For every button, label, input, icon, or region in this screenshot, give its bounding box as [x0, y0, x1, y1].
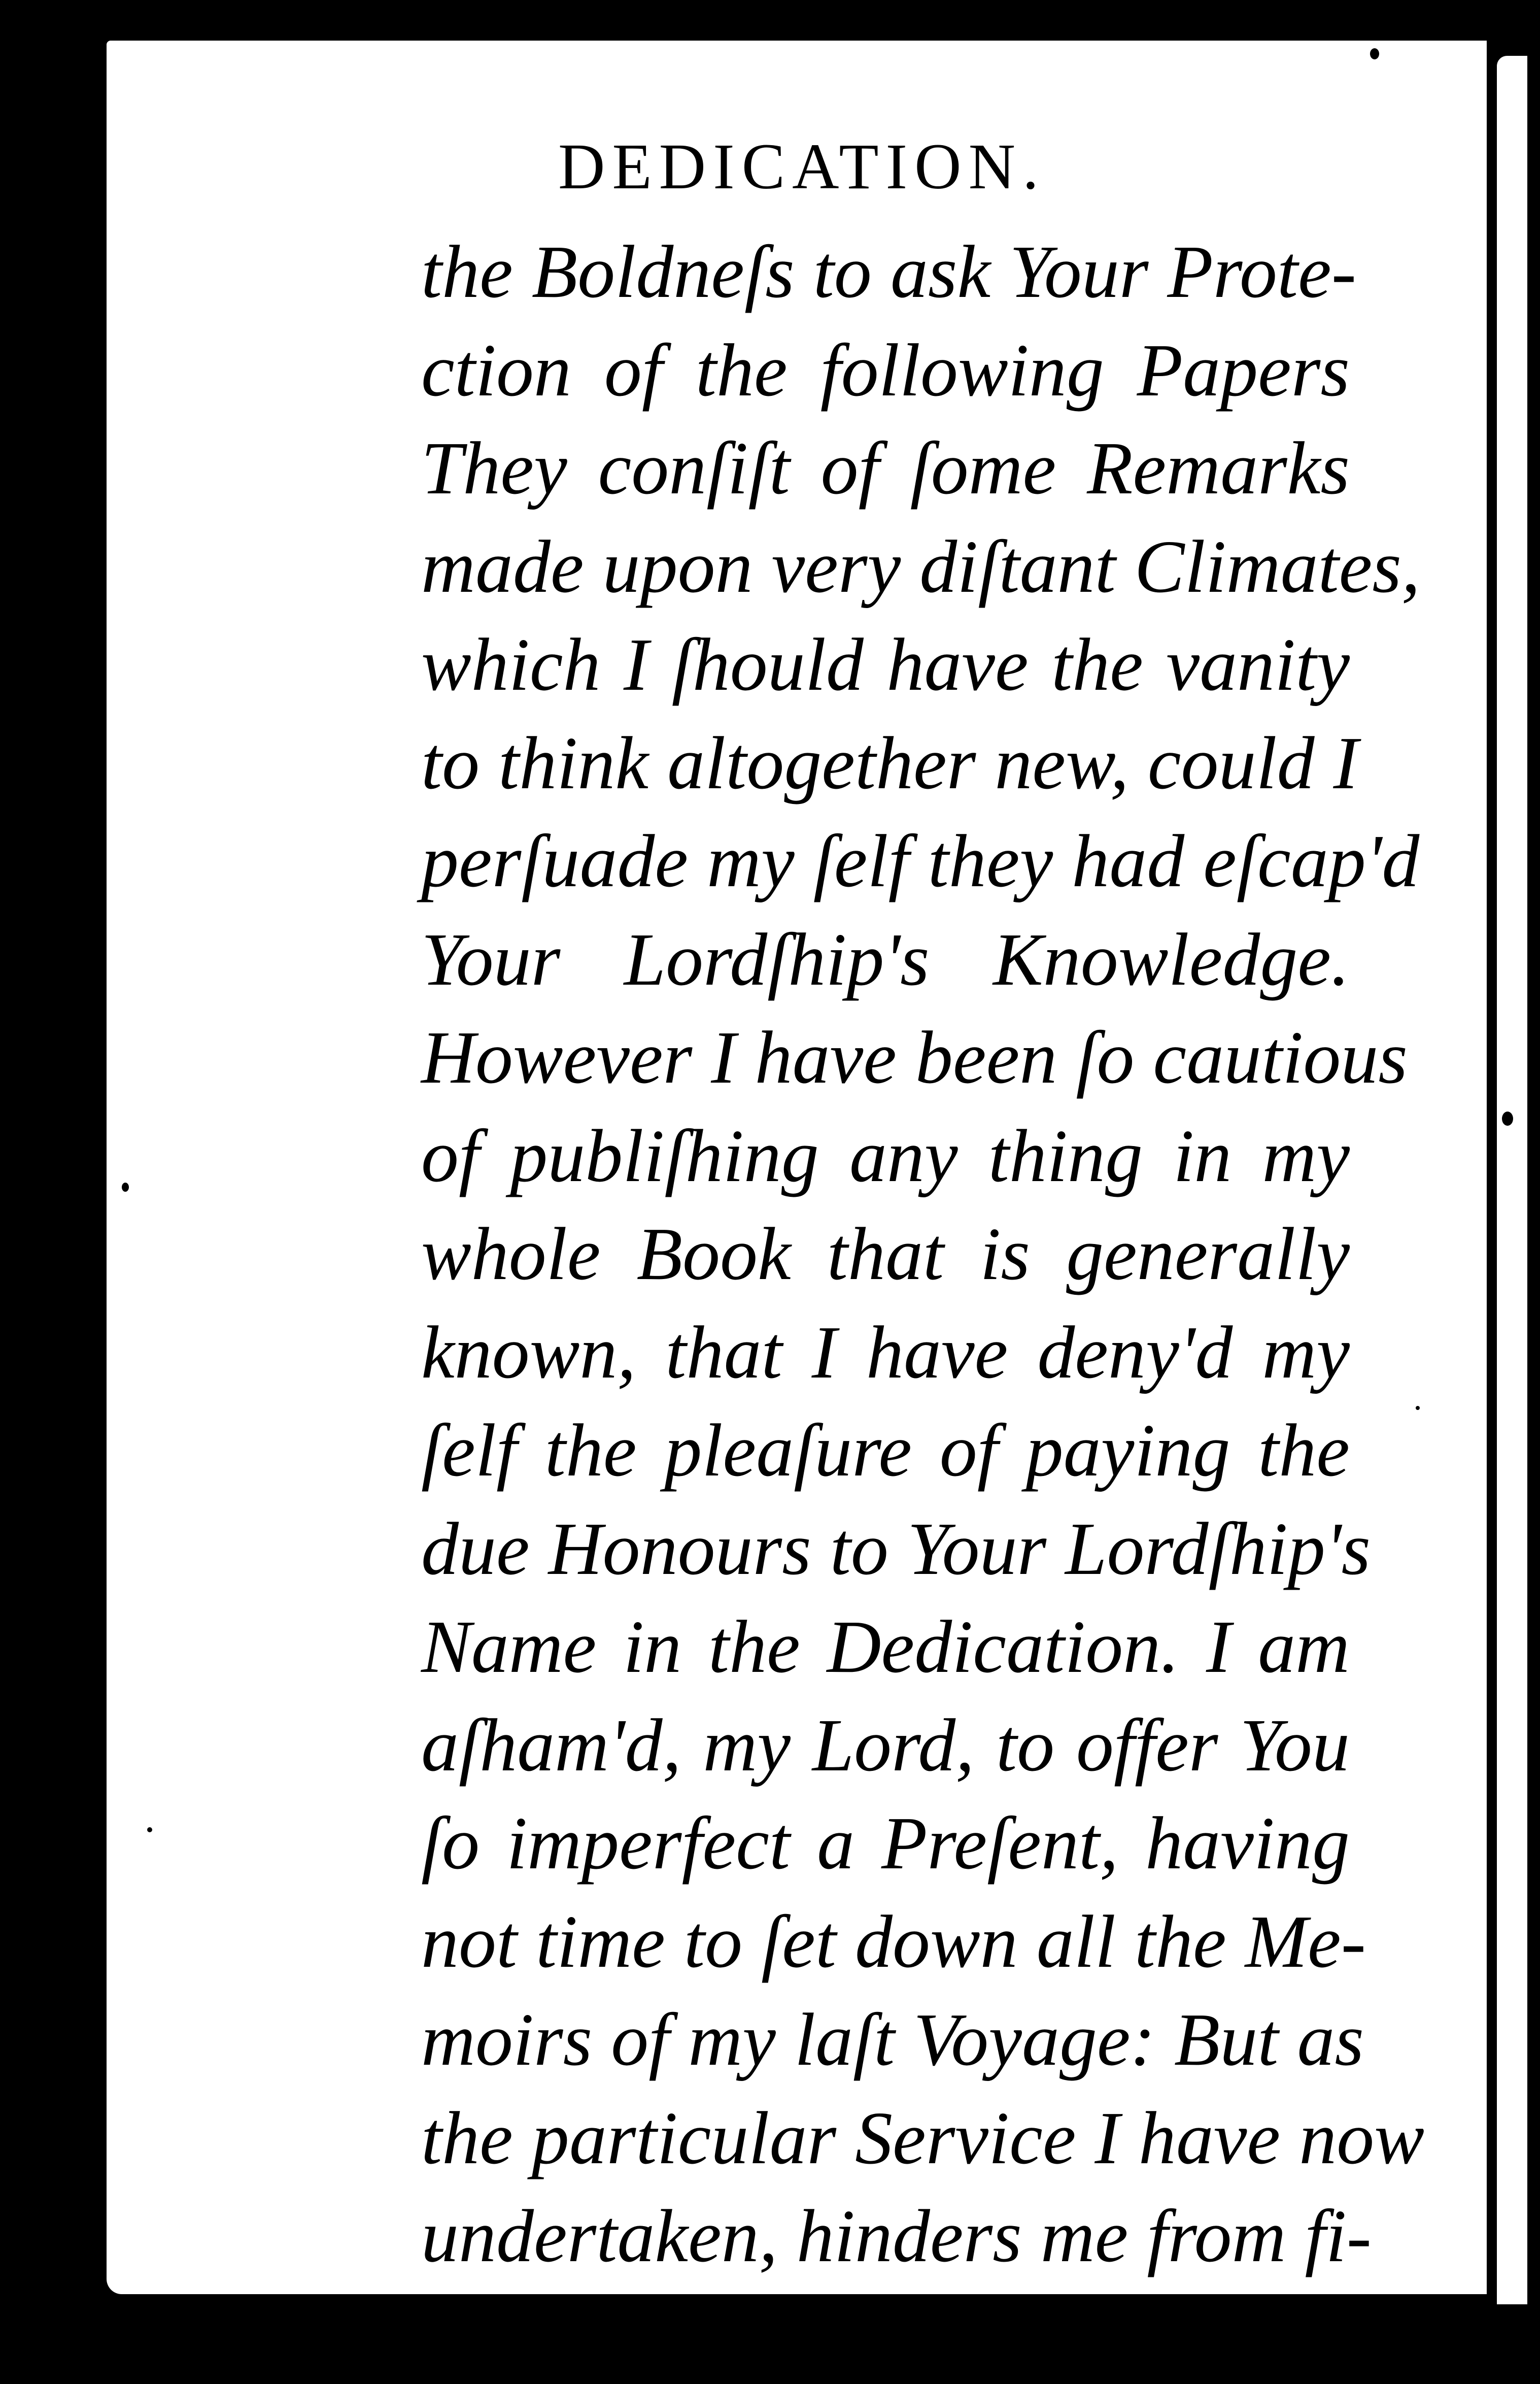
running-header: DEDICATION.	[558, 129, 1218, 204]
text-line: the particular Service I have now	[421, 2090, 1350, 2188]
text-line: of publiſhing any thing in my	[421, 1107, 1350, 1206]
ink-speck	[122, 1183, 129, 1192]
ink-speck	[1370, 48, 1379, 59]
text-line: moirs of my laſt Voyage: But as	[421, 1991, 1350, 2090]
ink-speck	[147, 1827, 152, 1832]
text-line: aſham'd, my Lord, to offer You	[421, 1697, 1350, 1795]
text-line: whole Book that is generally	[421, 1205, 1350, 1304]
text-line: Your Lordſhip's Knowledge.	[421, 911, 1350, 1010]
text-line: to think altogether new, could I	[421, 715, 1350, 813]
text-line: ction of the following Papers	[421, 322, 1350, 420]
next-page-edge	[1497, 56, 1527, 2304]
text-line: undertaken, hinders me from fi-	[421, 2188, 1350, 2286]
text-line: ſelf the pleaſure of paying the	[421, 1402, 1350, 1500]
ink-speck	[1416, 1406, 1420, 1410]
text-line: the Boldneſs to ask Your Prote-	[421, 223, 1350, 322]
text-line: made upon very diſtant Climates,	[421, 518, 1350, 617]
text-line: However I have been ſo cautious	[421, 1009, 1350, 1107]
text-line: Name in the Dedication. I am	[421, 1598, 1350, 1697]
text-line: not time to ſet down all the Me-	[421, 1893, 1350, 1992]
ink-speck	[893, 28, 900, 36]
text-line: perſuade my ſelf they had eſcap'd	[421, 813, 1350, 911]
text-line: ſo imperfect a Preſent, having	[421, 1795, 1350, 1893]
text-line: known, that I have deny'd my	[421, 1304, 1350, 1402]
ink-speck	[1502, 1112, 1513, 1126]
text-line: They conſiſt of ſome Remarks	[421, 420, 1350, 518]
dedication-text	[421, 223, 1350, 2384]
text-line: which I ſhould have the vanity	[421, 616, 1350, 715]
text-line: due Honours to Your Lordſhip's	[421, 1500, 1350, 1599]
catchword: niſhing	[421, 2286, 1350, 2384]
